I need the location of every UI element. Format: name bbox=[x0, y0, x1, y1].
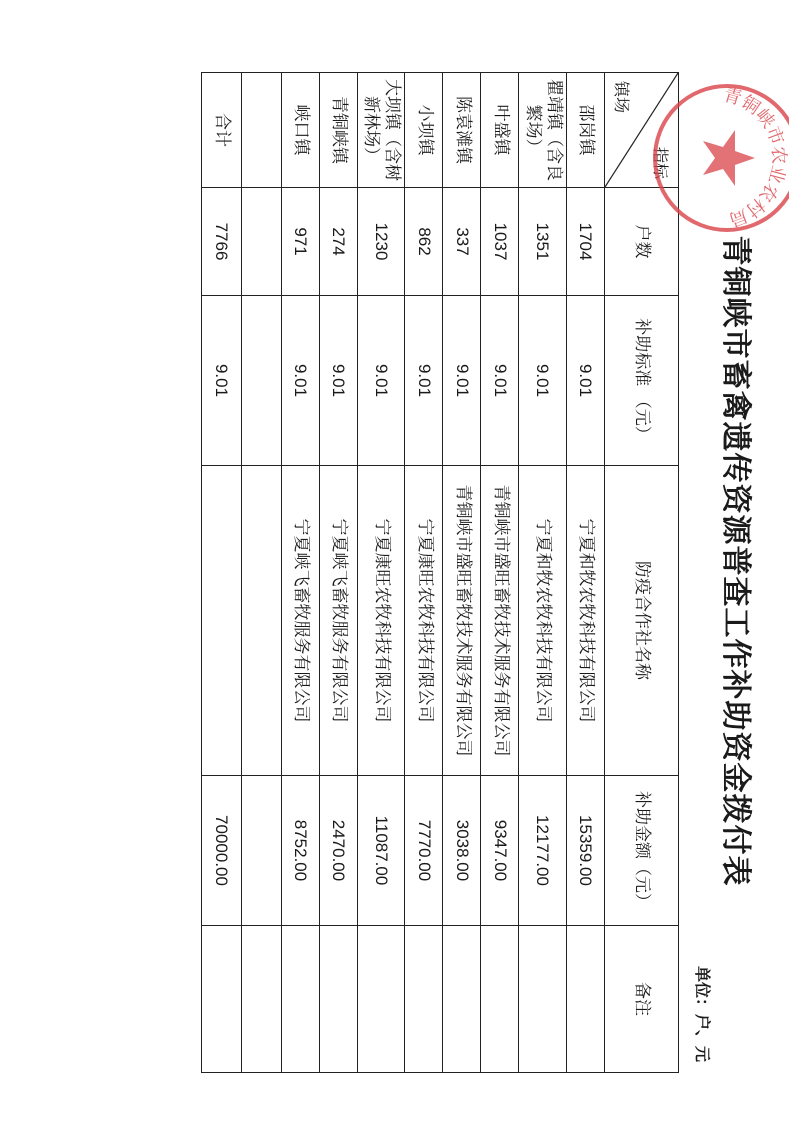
standard-cell: 9.01 bbox=[405, 296, 443, 466]
amount-header: 补助金额（元） bbox=[605, 776, 679, 926]
table-row bbox=[567, 73, 605, 1073]
diag-top-label: 指标 bbox=[651, 146, 670, 179]
svg-text:青铜峡市农业农村局: 青铜峡市农业农村局 bbox=[720, 84, 789, 231]
amount-cell: 9347.00 bbox=[481, 776, 519, 926]
coop-cell: 青铜峡市盛旺畜牧技术服务有限公司 bbox=[481, 466, 519, 776]
official-seal bbox=[647, 78, 789, 238]
remark-cell bbox=[320, 926, 358, 1073]
standard-cell: 9.01 bbox=[282, 296, 320, 466]
households-cell: 971 bbox=[282, 188, 320, 296]
coop-cell bbox=[242, 466, 282, 776]
standard-cell: 9.01 bbox=[519, 296, 567, 466]
amount-cell: 2470.00 bbox=[320, 776, 358, 926]
town-cell: 青铜峡镇 bbox=[320, 73, 358, 188]
table-row bbox=[242, 73, 282, 1073]
remark-cell bbox=[358, 926, 406, 1073]
amount-cell: 8752.00 bbox=[282, 776, 320, 926]
amount-cell: 15359.00 bbox=[567, 776, 605, 926]
standard-cell: 9.01 bbox=[358, 296, 406, 466]
table-row bbox=[202, 73, 242, 1073]
town-cell: 小坝镇 bbox=[405, 73, 443, 188]
amount-cell bbox=[242, 776, 282, 926]
coop-cell bbox=[202, 466, 242, 776]
standard-cell: 9.01 bbox=[320, 296, 358, 466]
households-cell: 7766 bbox=[202, 188, 242, 296]
coop-cell: 青铜峡市盛旺畜牧技术服务有限公司 bbox=[443, 466, 481, 776]
standard-cell: 9.01 bbox=[567, 296, 605, 466]
town-cell: 大坝镇（含树新林场） bbox=[358, 73, 406, 188]
town-cell: 瞿靖镇（含良繁场） bbox=[519, 73, 567, 188]
subsidy-table bbox=[201, 72, 679, 1073]
page-title: 青铜峡市畜禽遗传资源普查工作补助资金拨付表 bbox=[718, 235, 753, 887]
remark-cell bbox=[405, 926, 443, 1073]
town-cell: 叶盛镇 bbox=[481, 73, 519, 188]
amount-cell: 7770.00 bbox=[405, 776, 443, 926]
table-row bbox=[481, 73, 519, 1073]
remark-cell bbox=[519, 926, 567, 1073]
table-row bbox=[443, 73, 481, 1073]
remark-cell bbox=[481, 926, 519, 1073]
coop-header: 防疫合作社名称 bbox=[605, 466, 679, 776]
town-cell: 峡口镇 bbox=[282, 73, 320, 188]
diag-bottom-label: 镇场 bbox=[612, 81, 631, 114]
table-row bbox=[320, 73, 358, 1073]
town-cell: 邵岗镇 bbox=[567, 73, 605, 188]
coop-cell: 宁夏峡飞畜牧服务有限公司 bbox=[282, 466, 320, 776]
coop-cell: 宁夏和牧农牧科技有限公司 bbox=[567, 466, 605, 776]
standard-cell bbox=[242, 296, 282, 466]
amount-cell: 3038.00 bbox=[443, 776, 481, 926]
standard-cell: 9.01 bbox=[443, 296, 481, 466]
households-cell: 274 bbox=[320, 188, 358, 296]
table-row bbox=[358, 73, 406, 1073]
coop-cell: 宁夏康旺农牧科技有限公司 bbox=[405, 466, 443, 776]
coop-cell: 宁夏峡飞畜牧服务有限公司 bbox=[320, 466, 358, 776]
coop-cell: 宁夏康旺农牧科技有限公司 bbox=[358, 466, 406, 776]
standard-cell: 9.01 bbox=[481, 296, 519, 466]
table-row bbox=[519, 73, 567, 1073]
standard-header: 补助标准 （元） bbox=[605, 296, 679, 466]
households-cell bbox=[242, 188, 282, 296]
coop-cell: 宁夏和牧农牧科技有限公司 bbox=[519, 466, 567, 776]
unit-note: 单位：户、元 bbox=[693, 965, 712, 1062]
town-cell bbox=[242, 73, 282, 188]
remark-cell bbox=[282, 926, 320, 1073]
standard-cell: 9.01 bbox=[202, 296, 242, 466]
remark-cell bbox=[202, 926, 242, 1073]
town-cell: 合计 bbox=[202, 73, 242, 188]
households-cell: 1037 bbox=[481, 188, 519, 296]
table-row bbox=[405, 73, 443, 1073]
remark-cell bbox=[242, 926, 282, 1073]
amount-cell: 70000.00 bbox=[202, 776, 242, 926]
amount-cell: 12177.00 bbox=[519, 776, 567, 926]
remark-cell bbox=[567, 926, 605, 1073]
town-cell: 陈袁滩镇 bbox=[443, 73, 481, 188]
remark-cell bbox=[443, 926, 481, 1073]
table-row bbox=[282, 73, 320, 1073]
amount-cell: 11087.00 bbox=[358, 776, 406, 926]
remark-header: 备注 bbox=[605, 926, 679, 1073]
households-cell: 862 bbox=[405, 188, 443, 296]
households-header: 户数 bbox=[605, 188, 679, 296]
households-cell: 1230 bbox=[358, 188, 406, 296]
table-body bbox=[202, 73, 605, 1073]
households-cell: 1704 bbox=[567, 188, 605, 296]
households-cell: 337 bbox=[443, 188, 481, 296]
households-cell: 1351 bbox=[519, 188, 567, 296]
